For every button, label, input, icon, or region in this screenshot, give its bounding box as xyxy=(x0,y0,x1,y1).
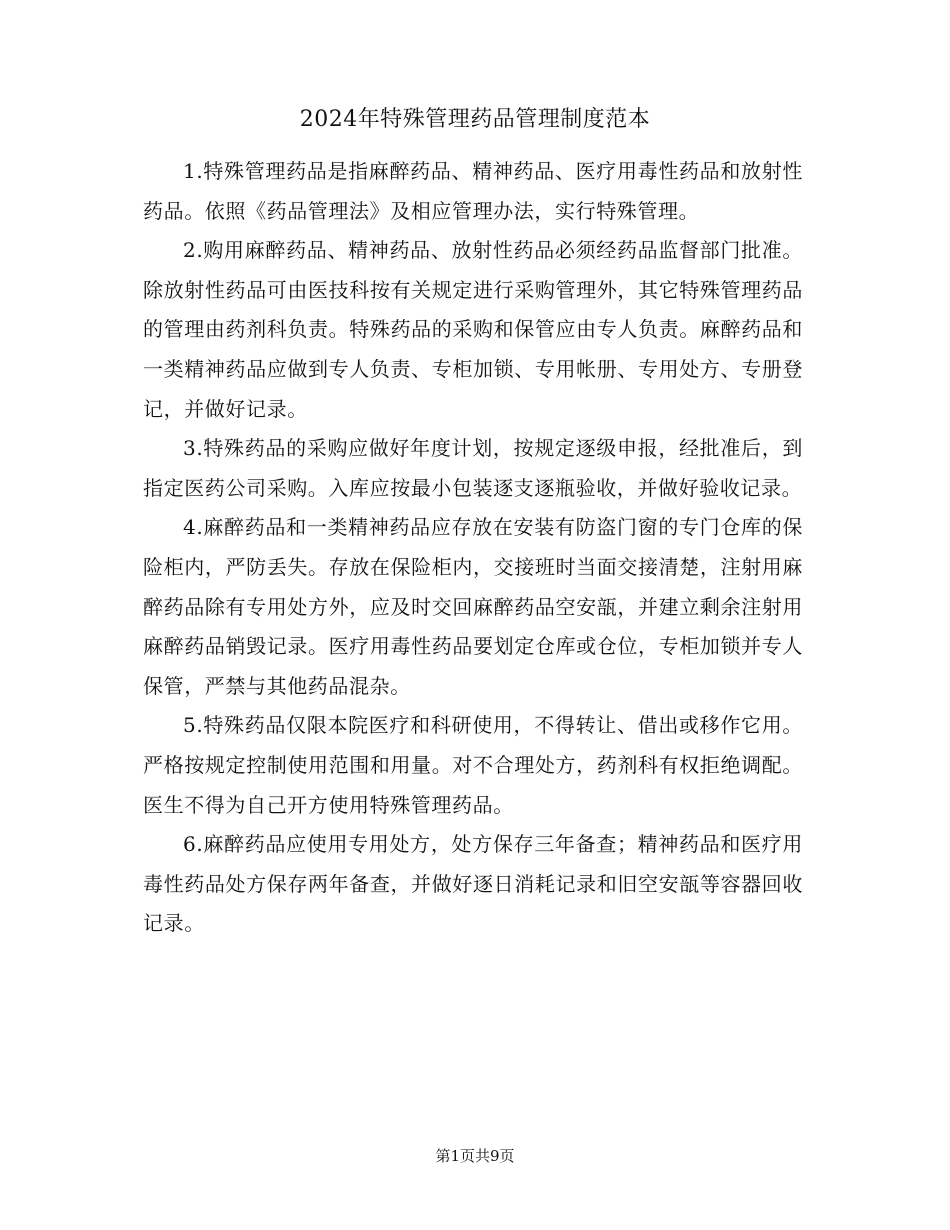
paragraph-4: 4.麻醉药品和一类精神药品应存放在安装有防盗门窗的专门仓库的保险柜内，严防丢失。存放在保险柜内，交接班时当面交接清楚，注射用麻醉药品除有专用处方外，应及时交回麻醉药品空安瓿，并建立剩余注射用麻醉药品销毁记录。医疗用毒性药品要划定仓库或仓位，专柜加锁并专人保管，严禁与其他药品混杂。 xyxy=(143,515,803,698)
document-title: 2024年特殊管理药品管理制度范本 xyxy=(299,107,651,132)
paragraph-5: 5.特殊药品仅限本院医疗和科研使用，不得转让、借出或移作它用。严格按规定控制使用范围和用量。对不合理处方，药剂科有权拒绝调配。医生不得为自己开方使用特殊管理药品。 xyxy=(143,713,803,817)
paragraph-6: 6.麻醉药品应使用专用处方，处方保存三年备查；精神药品和医疗用毒性药品处方保存两年备查，并做好逐日消耗记录和旧空安瓿等容器回收记录。 xyxy=(143,832,803,936)
paragraph-1: 1.特殊管理药品是指麻醉药品、精神药品、医疗用毒性药品和放射性药品。依照《药品管理法》及相应管理办法，实行特殊管理。 xyxy=(143,159,803,223)
paragraph-3: 3.特殊药品的采购应做好年度计划，按规定逐级申报，经批准后，到指定医药公司采购。入库应按最小包装逐支逐瓶验收，并做好验收记录。 xyxy=(143,436,803,500)
page-number-footer: 第1页共9页 xyxy=(435,1147,515,1165)
paragraph-2: 2.购用麻醉药品、精神药品、放射性药品必须经药品监督部门批准。除放射性药品可由医技科按有关规定进行采购管理外，其它特殊管理药品的管理由药剂科负责。特殊药品的采购和保管应由专人负责。麻醉药品和一类精神药品应做到专人负责、专柜加锁、专用帐册、专用处方、专册登记，并做好记录。 xyxy=(143,238,803,421)
document-body xyxy=(143,152,803,944)
